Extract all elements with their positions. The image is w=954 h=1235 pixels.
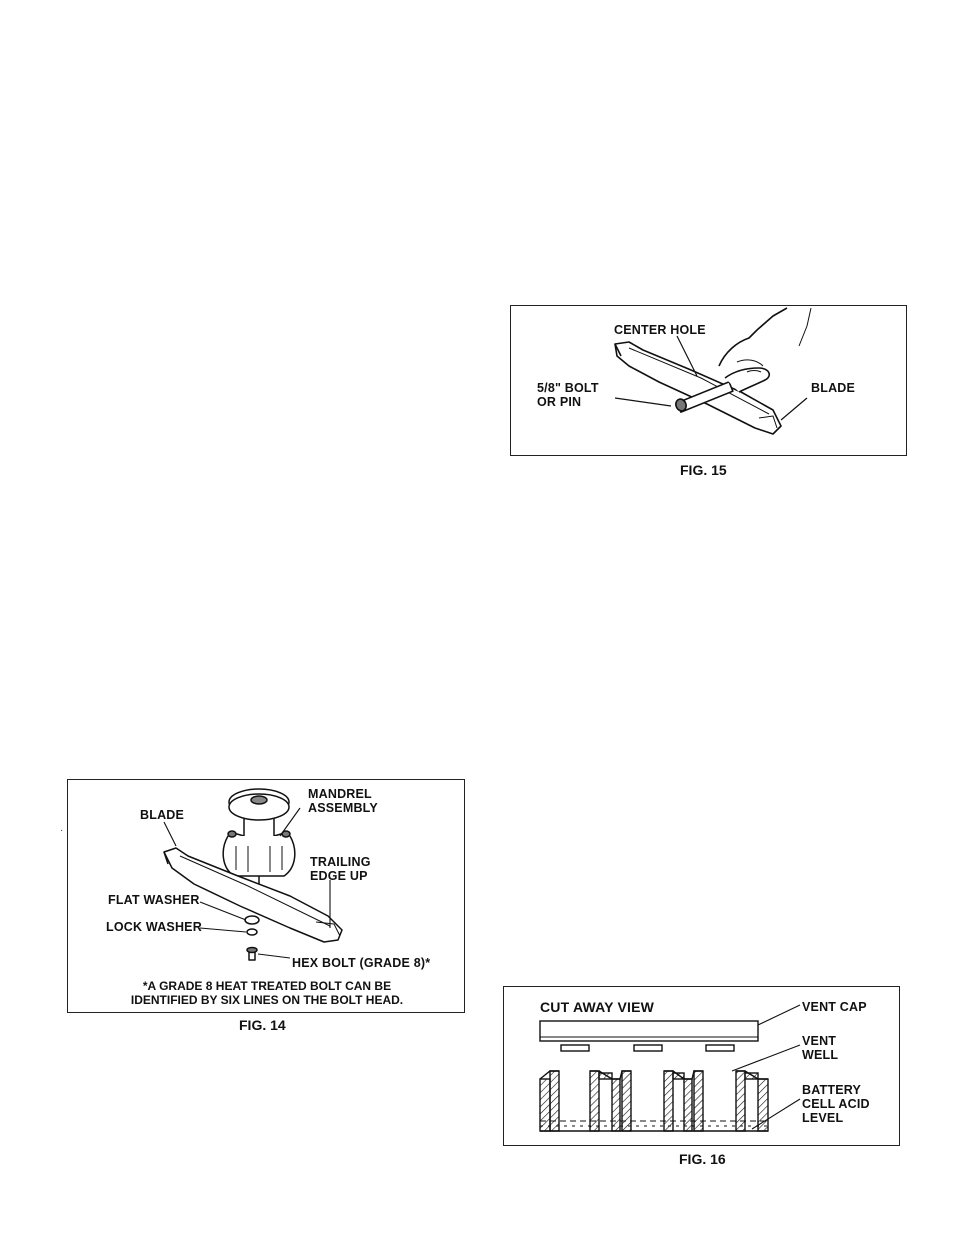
label-flat-washer: FLAT WASHER <box>108 893 200 907</box>
label-cut-away-view: CUT AWAY VIEW <box>540 999 655 1015</box>
figure-15-caption: FIG. 15 <box>680 462 727 478</box>
figure-16-battery-cutaway <box>503 986 900 1146</box>
stray-mark: · <box>60 825 64 836</box>
label-lock-washer: LOCK WASHER <box>106 920 202 934</box>
figure-15-blade-balance <box>510 305 907 456</box>
label-trailing-edge-up: TRAILING EDGE UP <box>310 855 371 883</box>
figure-16-caption: FIG. 16 <box>679 1151 726 1167</box>
label-vent-well: VENT WELL <box>802 1034 839 1062</box>
label-blade: BLADE <box>811 381 856 395</box>
figure-14-blade-mounting <box>67 779 465 1013</box>
label-center-hole: CENTER HOLE <box>614 323 706 337</box>
label-mandrel-assembly: MANDREL ASSEMBLY <box>308 787 378 815</box>
label-hex-bolt: HEX BOLT (GRADE 8)* <box>292 956 431 970</box>
label-vent-cap: VENT CAP <box>802 1000 867 1014</box>
bolt-grade-note: *A GRADE 8 HEAT TREATED BOLT CAN BE IDENTIFIED BY SIX LINES ON THE BOLT HEAD. <box>130 979 404 1007</box>
label-battery-cell-acid-level: BATTERY CELL ACID LEVEL <box>802 1083 870 1125</box>
label-blade: BLADE <box>140 808 185 822</box>
label-bolt-or-pin: 5/8" BOLT OR PIN <box>537 381 599 409</box>
figure-14-caption: FIG. 14 <box>239 1017 286 1033</box>
